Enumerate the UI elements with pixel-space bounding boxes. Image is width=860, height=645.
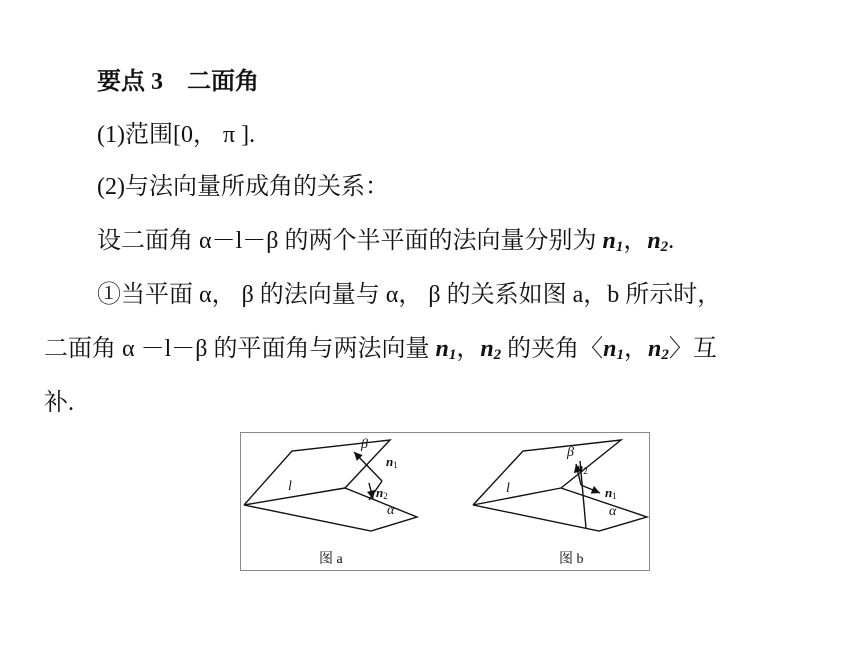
line-l-label-b: l xyxy=(506,481,510,496)
beta-label-b: β xyxy=(567,445,574,460)
heading xyxy=(97,67,259,97)
vector-n2-index: 2 xyxy=(493,347,502,363)
vector-n1-arrow-b xyxy=(581,485,600,493)
setup-text: 设二面角 α－l－β 的两个半平面的法向量分别为 xyxy=(97,228,603,254)
alpha-label-b: α xyxy=(609,504,617,519)
vector-n1-label-a xyxy=(386,455,398,469)
vector-n2-index: 2 xyxy=(660,239,669,255)
case1-line2-text: 二面角 α －l－β 的平面角与两法向量 xyxy=(44,336,436,362)
alpha-label-a: α xyxy=(387,503,395,518)
case1-separator: ， xyxy=(624,336,649,362)
setup-period: . xyxy=(668,228,675,254)
range-line: (1)范围[0， π ]. xyxy=(97,122,256,148)
beta-label-a: β xyxy=(361,437,368,452)
vector-n2-label-a xyxy=(376,486,388,500)
vector-n1-index-b: 1 xyxy=(612,491,617,501)
caption-b: 图 b xyxy=(559,552,584,567)
heading-label: 要点 3 xyxy=(97,69,163,95)
vector-n2-index-a: 2 xyxy=(383,491,388,501)
vector-n1-index: 1 xyxy=(615,239,624,255)
vector-n1-arrow-a xyxy=(354,452,382,481)
vector-n2: n xyxy=(480,336,494,362)
case1-angle-open: 的夹角〈 xyxy=(501,336,604,362)
vector-n2: n xyxy=(648,336,662,362)
figure-b-drawing xyxy=(473,440,647,531)
case1-angle-close: 〉互 xyxy=(668,336,717,362)
vector-n1: n xyxy=(602,228,616,254)
vector-n1-label-b xyxy=(605,486,617,500)
vector-n2-label-b xyxy=(576,461,588,475)
plane-beta-a xyxy=(244,440,390,505)
case1-separator: ， xyxy=(456,336,481,362)
case1-line2 xyxy=(44,334,717,364)
setup-separator: ， xyxy=(623,228,648,254)
vector-n2-letter-a: n xyxy=(376,485,384,500)
caption-a: 图 a xyxy=(319,552,343,567)
vector-n1-letter-a: n xyxy=(386,454,394,469)
plane-beta-b xyxy=(473,440,621,505)
vector-n1: n xyxy=(603,336,617,362)
plane-alpha-b xyxy=(473,488,647,531)
case1-line1: ①当平面 α， β 的法向量与 α， β 的关系如图 a，b 所示时， xyxy=(97,282,722,308)
dihedral-diagram xyxy=(241,433,651,572)
vector-n2-index-b: 2 xyxy=(583,466,588,476)
vector-n2-index: 2 xyxy=(661,347,669,363)
setup-line xyxy=(97,226,674,256)
vector-n2-letter-b: n xyxy=(576,460,584,475)
heading-title: 二面角 xyxy=(187,69,259,95)
vector-n2: n xyxy=(647,228,661,254)
case1-line3: 补. xyxy=(44,390,74,416)
relation-line: (2)与法向量所成角的关系： xyxy=(97,174,389,200)
vector-n1-index-a: 1 xyxy=(393,460,398,470)
vector-n1: n xyxy=(435,336,449,362)
vector-n1-index: 1 xyxy=(448,347,457,363)
vector-n1-index: 1 xyxy=(616,347,625,363)
edge-line-a xyxy=(244,488,345,505)
vector-n1-letter-b: n xyxy=(605,485,613,500)
dihedral-figure xyxy=(240,432,650,571)
line-l-label-a: l xyxy=(288,479,292,494)
